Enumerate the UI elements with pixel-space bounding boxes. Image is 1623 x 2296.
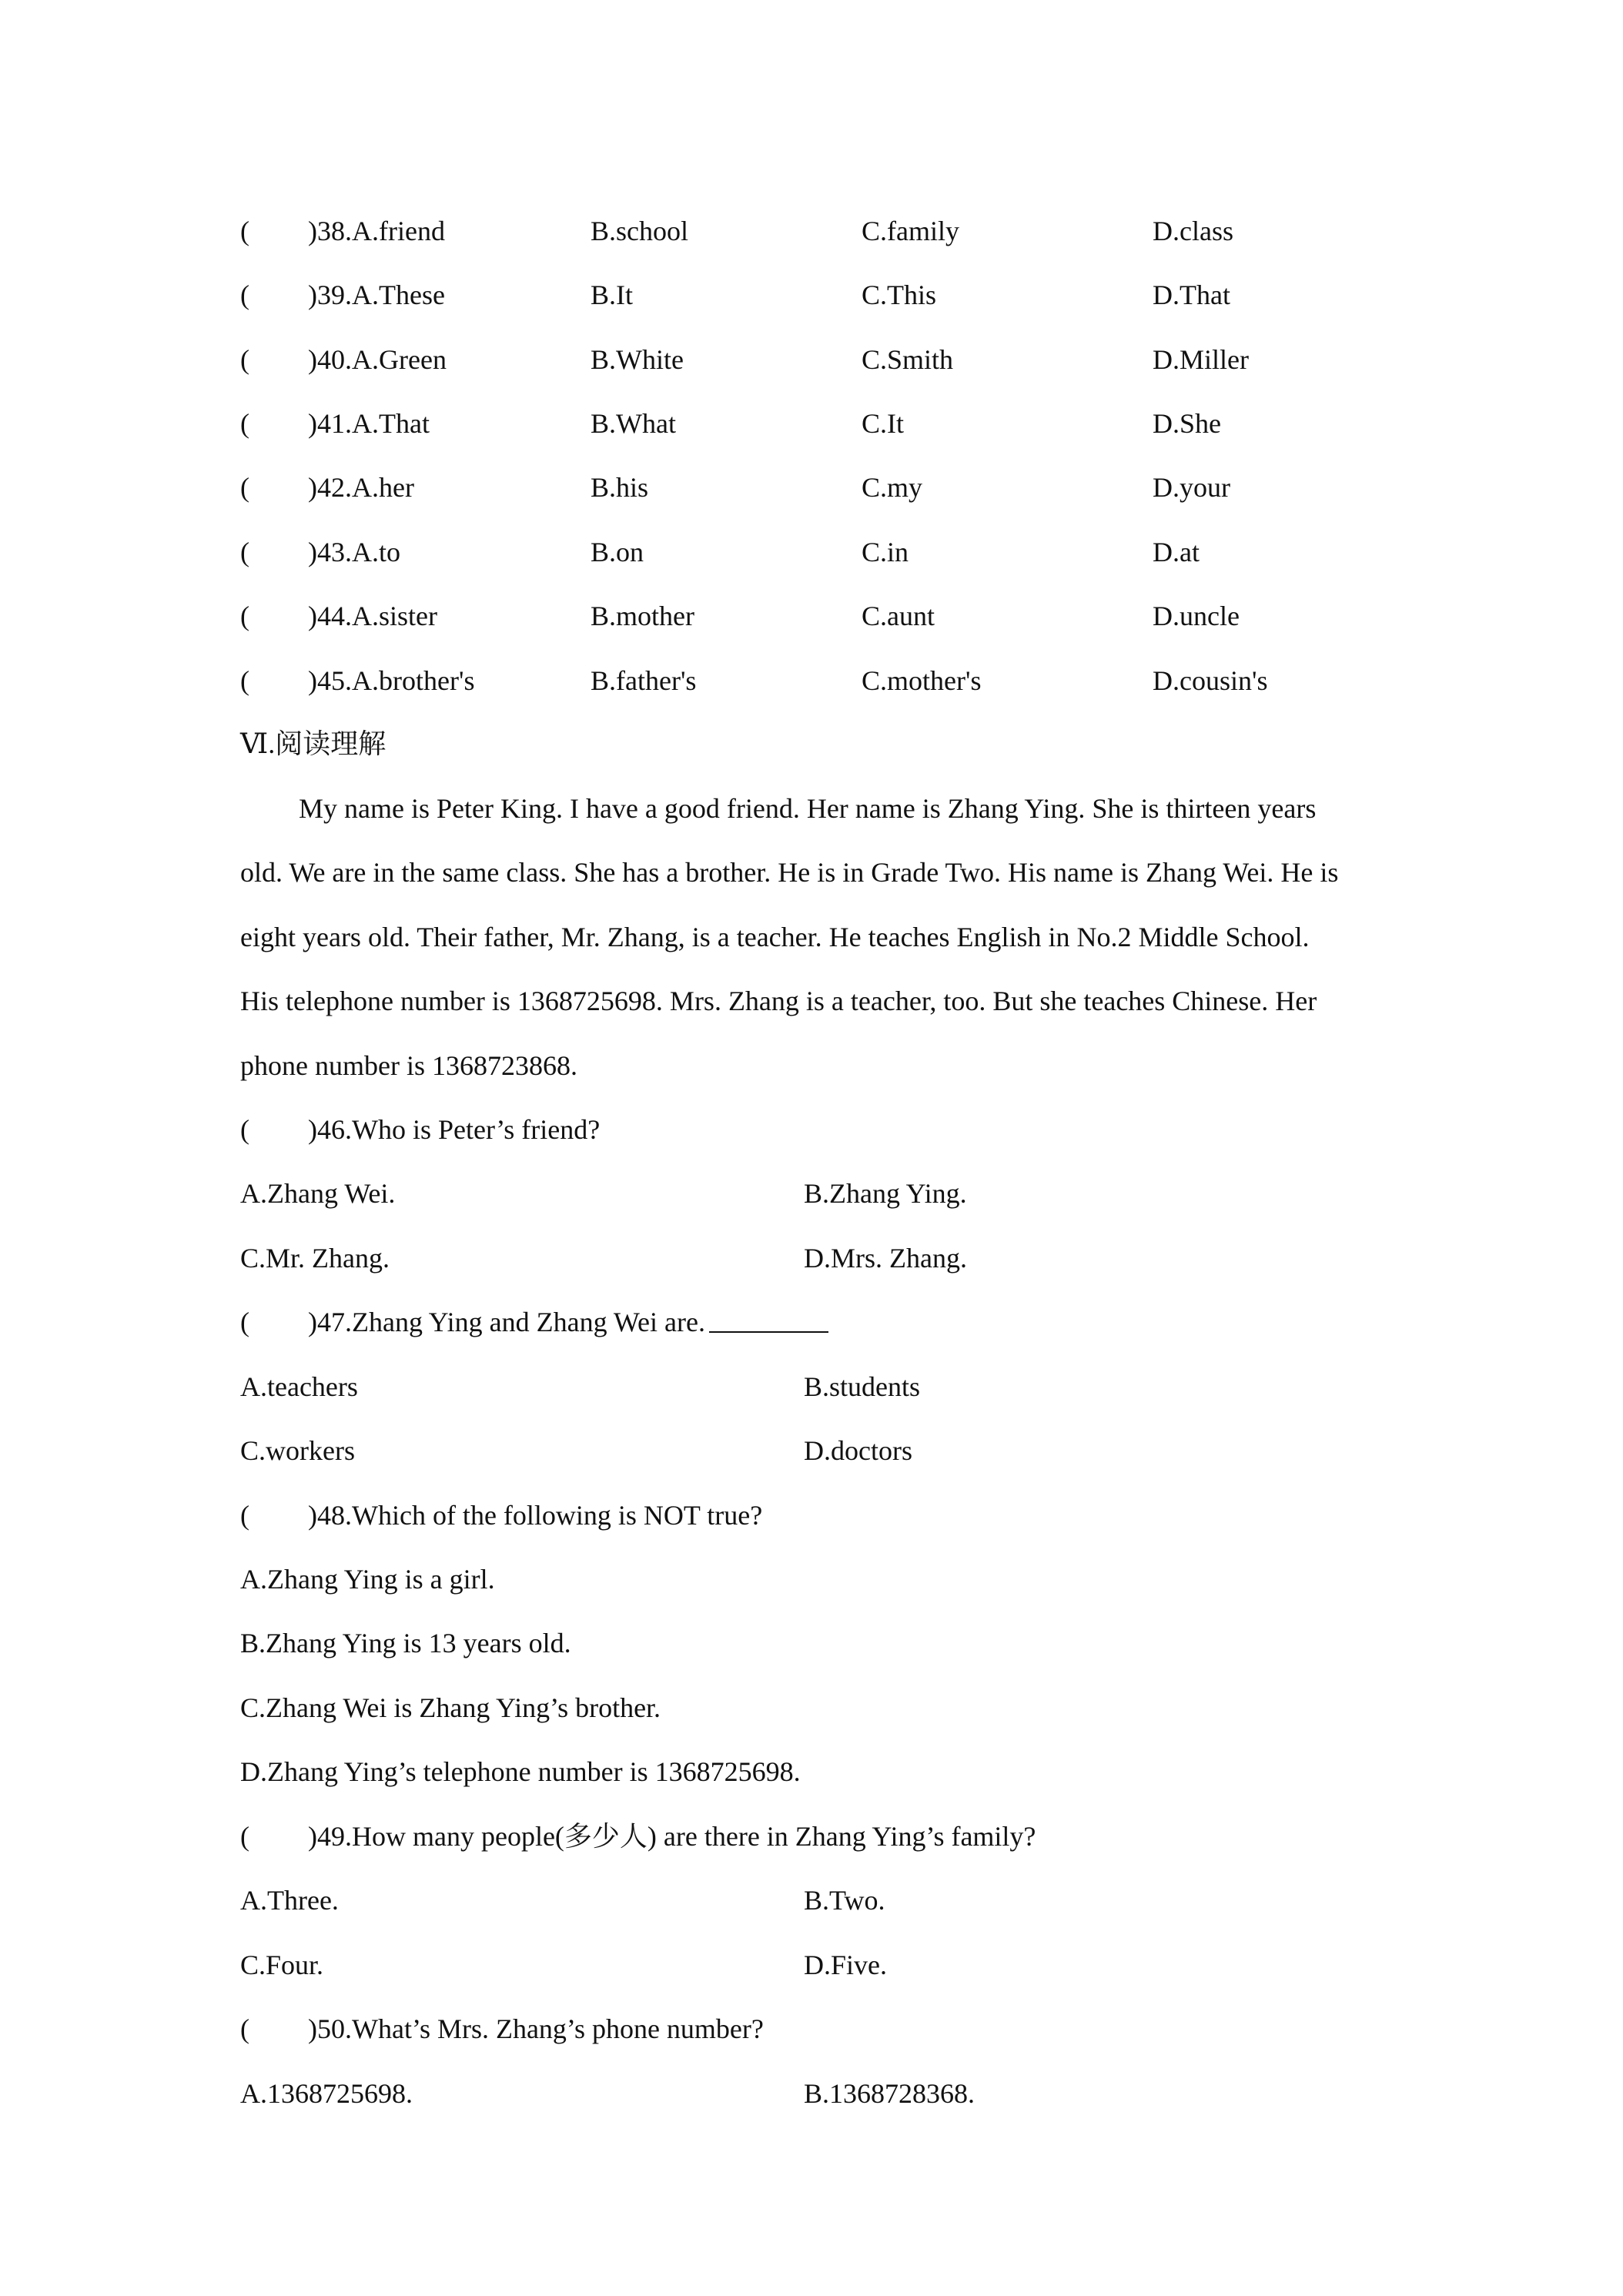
option-a: )38.A.friend — [308, 216, 445, 246]
passage-line: old. We are in the same class. She has a brother. He is in Grade Two. His name is Zhang Wei. He is — [240, 857, 1339, 888]
option-a: )40.A.Green — [308, 344, 447, 375]
answer-paren: ( — [240, 344, 249, 375]
option-d: D.uncle — [1153, 601, 1240, 631]
section-title: Ⅵ.阅读理解 — [240, 728, 387, 759]
option-b: B.mother — [591, 601, 694, 631]
question-47 — [240, 1308, 1395, 1347]
option-c: C.Zhang Wei is Zhang Ying’s brother. — [240, 1692, 661, 1723]
passage-line: phone number is 1368723868. — [240, 1050, 577, 1081]
option-a: A.1368725698. — [240, 2078, 413, 2109]
option-d: D.class — [1153, 216, 1233, 246]
option-c: C.my — [862, 472, 923, 503]
options-row — [240, 1373, 1395, 1411]
answer-paren: ( — [240, 1821, 249, 1852]
answer-paren: ( — [240, 279, 249, 310]
options-row — [240, 2080, 1395, 2118]
options-row — [240, 1951, 1395, 1990]
options-row — [240, 1180, 1395, 1218]
option-d: D.That — [1153, 279, 1230, 310]
question-49 — [240, 1822, 1395, 1861]
choice-row-38 — [240, 217, 1395, 256]
options-row — [240, 1437, 1395, 1475]
option-a: A.Three. — [240, 1885, 339, 1916]
choice-row-45 — [240, 667, 1395, 705]
option-a: A.teachers — [240, 1371, 358, 1402]
option-d: D.doctors — [804, 1435, 912, 1466]
option-b: B.school — [591, 216, 689, 246]
option-c: C.This — [862, 279, 937, 310]
answer-paren: ( — [240, 1307, 249, 1337]
option-b: B.on — [591, 537, 644, 567]
question-stem: )47.Zhang Ying and Zhang Wei are . — [308, 1308, 705, 1336]
answer-paren: ( — [240, 2013, 249, 2044]
passage-line: eight years old. Their father, Mr. Zhang, is a teacher. He teaches English in No.2 Middle School. — [240, 922, 1310, 952]
answer-paren: ( — [240, 408, 249, 439]
option-c: C.mother's — [862, 665, 982, 696]
answer-paren: ( — [240, 472, 249, 503]
option-c: C.aunt — [862, 601, 935, 631]
option-d: D.at — [1153, 537, 1200, 567]
option-d: D.Five. — [804, 1950, 887, 1980]
option-d: D.your — [1153, 472, 1230, 503]
option-d: D.cousin's — [1153, 665, 1268, 696]
option-b: B.Zhang Ying is 13 years old. — [240, 1628, 571, 1658]
question-stem: )49.How many people(多少人) are there in Zhang Ying’s family? — [308, 1821, 1036, 1852]
option-a: A.Zhang Ying is a girl. — [240, 1564, 495, 1595]
option-c: C.It — [862, 408, 905, 439]
option-b: B.White — [591, 344, 684, 375]
answer-paren: ( — [240, 537, 249, 567]
passage-line: My name is Peter King. I have a good friend. Her name is Zhang Ying. She is thirteen years — [299, 793, 1317, 824]
option-c: C.Mr. Zhang. — [240, 1243, 390, 1274]
option-a: A.Zhang Wei. — [240, 1178, 396, 1209]
option-a: )44.A.sister — [308, 601, 437, 631]
options-row — [240, 1244, 1395, 1283]
option-d: D.She — [1153, 408, 1221, 439]
option-b: B.father's — [591, 665, 697, 696]
option-d: D.Mrs. Zhang. — [804, 1243, 967, 1274]
option-a: )39.A.These — [308, 279, 445, 310]
option-c: C.in — [862, 537, 909, 567]
question-stem: )50.What’s Mrs. Zhang’s phone number? — [308, 2013, 764, 2044]
choice-row-44 — [240, 602, 1395, 641]
answer-paren: ( — [240, 1500, 249, 1531]
option-b: B.students — [804, 1371, 921, 1402]
answer-blank — [709, 1308, 828, 1333]
choice-row-39 — [240, 281, 1395, 320]
passage-line: His telephone number is 1368725698. Mrs. Zhang is a teacher, too. But she teaches Chinese. Her — [240, 986, 1317, 1016]
choice-row-42 — [240, 474, 1395, 512]
option-b: B.Two. — [804, 1885, 885, 1916]
options-row — [240, 1886, 1395, 1925]
answer-paren: ( — [240, 665, 249, 696]
question-46 — [240, 1116, 1395, 1154]
question-48 — [240, 1501, 1395, 1540]
option-d: D.Zhang Ying’s telephone number is 1368725698. — [240, 1756, 801, 1787]
option-a: )43.A.to — [308, 537, 400, 567]
option-b: B.It — [591, 279, 634, 310]
choice-row-40 — [240, 346, 1395, 384]
option-a: )45.A.brother's — [308, 665, 475, 696]
choice-row-41 — [240, 410, 1395, 448]
question-stem: )46.Who is Peter’s friend? — [308, 1114, 601, 1145]
option-a: )42.A.her — [308, 472, 414, 503]
answer-paren: ( — [240, 601, 249, 631]
question-stem: )48.Which of the following is NOT true? — [308, 1500, 763, 1531]
choice-row-43 — [240, 538, 1395, 577]
option-c: C.Smith — [862, 344, 954, 375]
option-c: C.workers — [240, 1435, 355, 1466]
option-b: B.1368728368. — [804, 2078, 975, 2109]
option-c: C.Four. — [240, 1950, 324, 1980]
option-b: B.his — [591, 472, 649, 503]
option-b: B.What — [591, 408, 676, 439]
option-c: C.family — [862, 216, 959, 246]
answer-paren: ( — [240, 216, 249, 246]
question-50 — [240, 2015, 1395, 2053]
answer-paren: ( — [240, 1114, 249, 1145]
option-a: )41.A.That — [308, 408, 430, 439]
option-d: D.Miller — [1153, 344, 1249, 375]
option-b: B.Zhang Ying. — [804, 1178, 967, 1209]
